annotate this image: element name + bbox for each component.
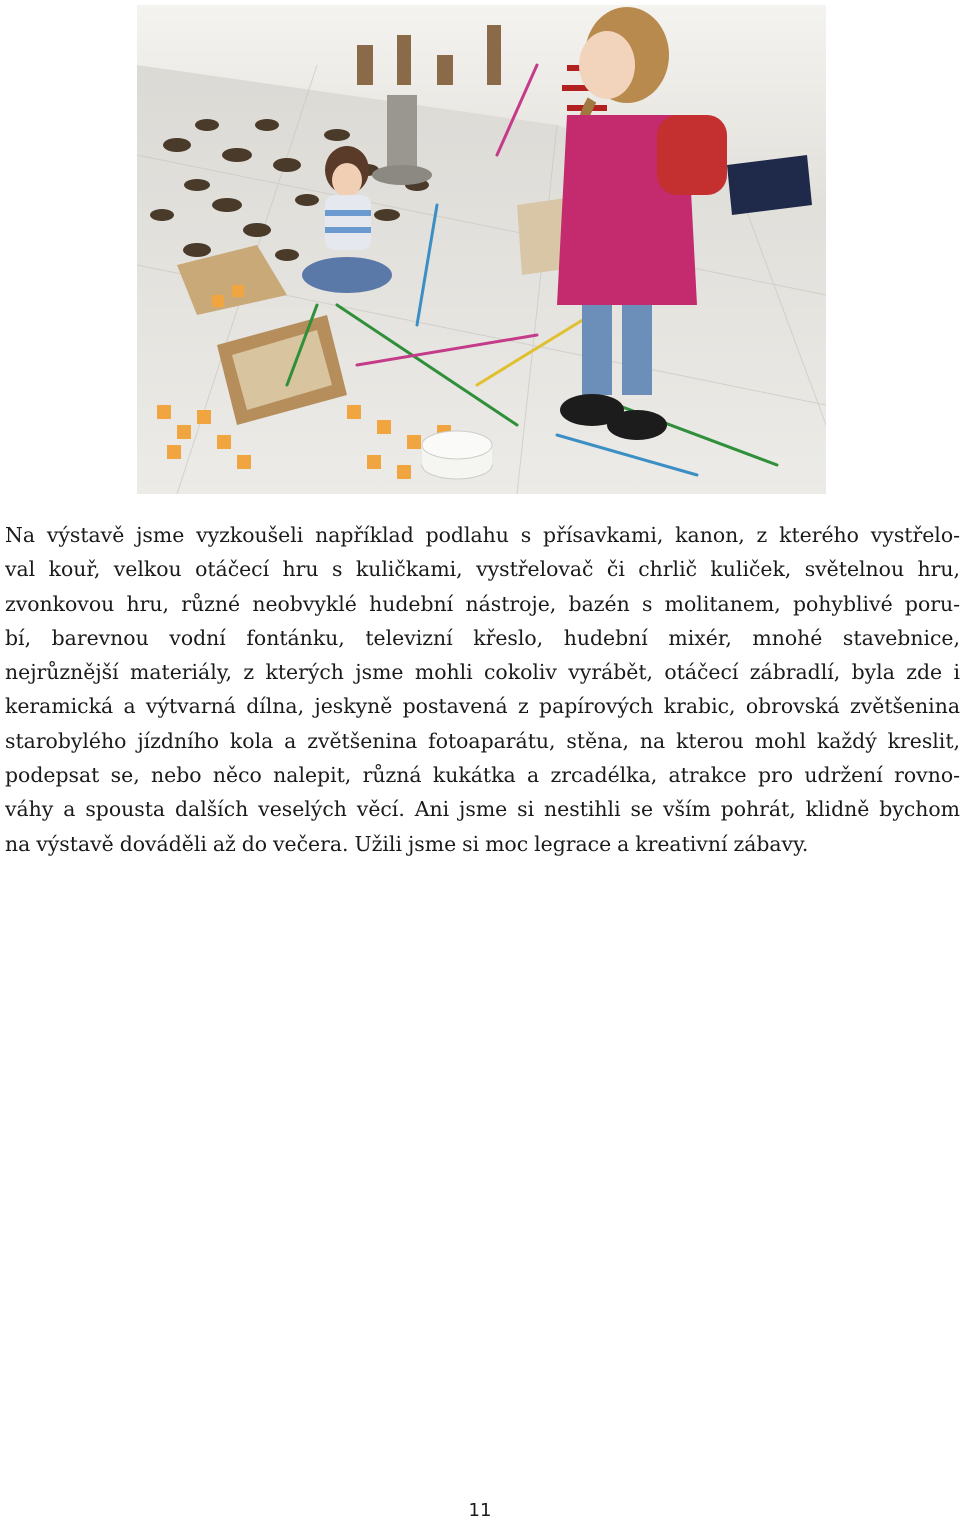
paragraph-line: starobylého jízdního kola a zvětšenina fotoaparátu, stěna, na kterou mohl každý kreslit,	[5, 728, 960, 753]
paragraph-line: Na výstavě jsme vyzkoušeli například podlahu s přísavkami, kanon, z kterého vystřelo-	[5, 523, 960, 547]
children-playing-illustration	[137, 5, 826, 494]
paragraph-line: nejrůznější materiály, z kterých jsme mohli cokoliv vyrábět, otáčecí zábradlí, byla zde i	[5, 660, 960, 685]
paragraph-line: bí, barevnou vodní fontánku, televizní křeslo, hudební mixér, mnohé stavebnice,	[5, 625, 960, 650]
paragraph-line: keramická a výtvarná dílna, jeskyně postavená z papírových krabic, obrovská zvětšenina	[5, 694, 960, 719]
paragraph-line: váhy a spousta dalších veselých věcí. Ani jsme si nestihli se vším pohrát, klidně bychom	[5, 797, 960, 822]
page-number: 11	[468, 1500, 492, 1521]
paragraph-line: zvonkovou hru, různé neobvyklé hudební nástroje, bazén s molitanem, pohyblivé poru-	[5, 591, 960, 616]
paragraph-line: na výstavě dováděli až do večera. Užili jsme si moc legrace a kreativní zábavy.	[5, 831, 809, 856]
article-paragraph	[5, 518, 960, 861]
paragraph-line: podepsat se, nebo něco nalepit, různá kukátka a zrcadélka, atrakce pro udržení rovno-	[5, 763, 960, 788]
paragraph-line: val kouř, velkou otáčecí hru s kuličkami, vystřelovač či chrlič kuliček, světelnou hru,	[5, 557, 960, 582]
exhibition-photo	[137, 5, 826, 494]
